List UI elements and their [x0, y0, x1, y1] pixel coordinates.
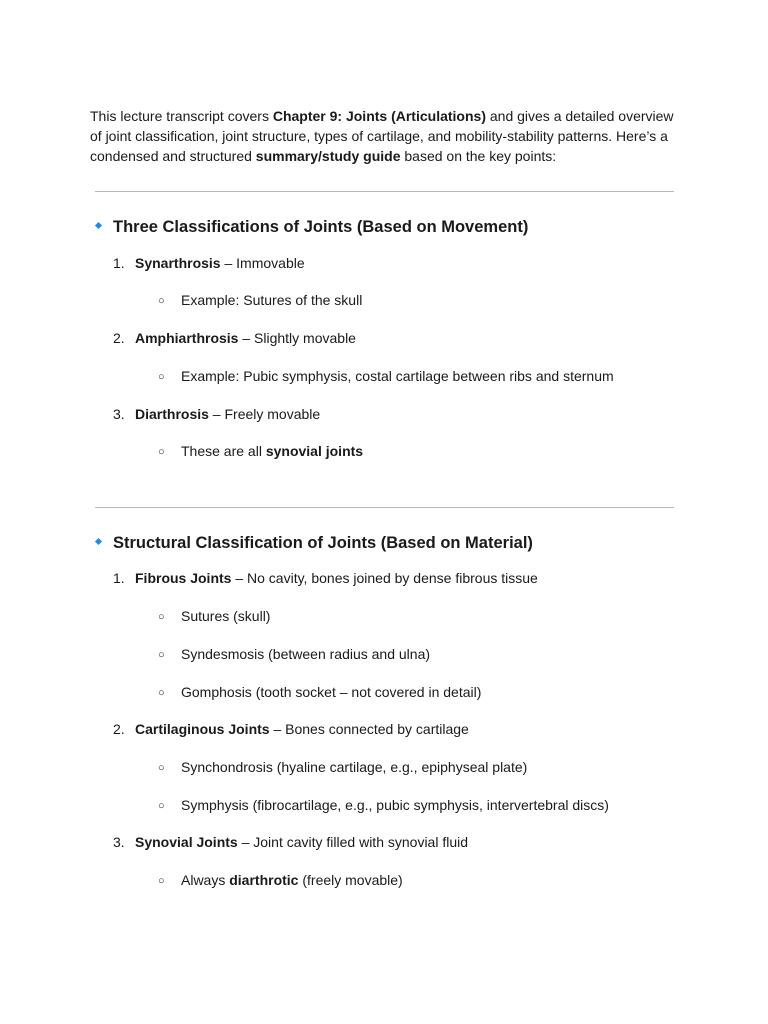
item-number: 3.: [113, 834, 125, 850]
circle-bullet-icon: ○: [158, 800, 165, 812]
sub-item-text: Always: [181, 872, 230, 888]
item-number: 2.: [113, 721, 125, 737]
sub-item-bold: synovial joints: [265, 443, 364, 459]
sub-item: [158, 607, 270, 627]
sub-item-text: Example: Pubic symphysis, costal cartilage between ribs and sternum: [181, 368, 614, 384]
section-heading-material: [96, 532, 533, 554]
sub-item: [158, 871, 403, 891]
item-description: – Slightly movable: [238, 330, 356, 346]
list-item-fibrous-joints: [113, 569, 538, 587]
item-description: – No cavity, bones joined by dense fibrous tissue: [231, 570, 538, 586]
sub-item: [158, 758, 527, 778]
circle-bullet-icon: ○: [158, 611, 165, 623]
item-number: 3.: [113, 406, 125, 422]
item-description: – Freely movable: [208, 406, 321, 422]
sub-item-text: Synchondrosis (hyaline cartilage, e.g., epiphyseal plate): [181, 759, 528, 775]
item-term: Fibrous Joints: [135, 570, 232, 586]
sub-item-text: Symphysis (fibrocartilage, e.g., pubic symphysis, intervertebral discs): [181, 797, 609, 813]
sub-item-bold: diarthrotic: [229, 872, 299, 888]
item-number: 1.: [113, 570, 125, 586]
intro-text-2: and gives a detailed overview of joint classification, joint structure, types of cartilage, and mobility-stability patterns. Here’s a condensed and structured: [90, 108, 674, 164]
sub-item-text-after: (freely movable): [298, 872, 403, 888]
circle-bullet-icon: ○: [158, 371, 165, 383]
sub-item: [158, 367, 614, 387]
item-term: Synarthrosis: [135, 255, 221, 271]
intro-text-1: This lecture transcript covers: [90, 108, 273, 124]
section-heading-movement: [96, 216, 528, 238]
intro-paragraph: [90, 106, 680, 166]
diamond-bullet-icon: [95, 538, 102, 545]
list-item-amphiarthrosis: [113, 329, 356, 347]
sub-item-text: Syndesmosis (between radius and ulna): [181, 646, 431, 662]
list-item-synarthrosis: [113, 254, 305, 272]
section-divider: [95, 507, 674, 508]
item-term: Diarthrosis: [135, 406, 209, 422]
circle-bullet-icon: ○: [158, 762, 165, 774]
item-term: Cartilaginous Joints: [135, 721, 270, 737]
item-term: Amphiarthrosis: [135, 330, 239, 346]
list-item-synovial-joints: [113, 833, 468, 851]
sub-item-text: Sutures (skull): [181, 608, 271, 624]
sub-item: [158, 683, 481, 703]
sub-item: [158, 645, 430, 665]
item-description: – Bones connected by cartilage: [269, 721, 469, 737]
section-divider: [95, 191, 674, 192]
sub-item: [158, 442, 363, 462]
circle-bullet-icon: ○: [158, 875, 165, 887]
item-term: Synovial Joints: [135, 834, 238, 850]
circle-bullet-icon: ○: [158, 446, 165, 458]
circle-bullet-icon: ○: [158, 649, 165, 661]
section-heading-text: Three Classifications of Joints (Based on Movement): [113, 218, 529, 236]
intro-text-3: based on the key points:: [400, 148, 557, 164]
item-description: – Immovable: [220, 255, 305, 271]
list-item-cartilaginous-joints: [113, 720, 469, 738]
circle-bullet-icon: ○: [158, 687, 165, 699]
sub-item: [158, 796, 609, 816]
sub-item-text: Example: Sutures of the skull: [181, 292, 363, 308]
item-number: 1.: [113, 255, 125, 271]
diamond-bullet-icon: [95, 222, 102, 229]
circle-bullet-icon: ○: [158, 295, 165, 307]
intro-chapter-title: Chapter 9: Joints (Articulations): [272, 108, 486, 124]
intro-study-guide: summary/study guide: [255, 148, 401, 164]
sub-item: [158, 291, 362, 311]
item-description: – Joint cavity filled with synovial fluid: [237, 834, 469, 850]
sub-item-text: These are all: [181, 443, 266, 459]
list-item-diarthrosis: [113, 405, 320, 423]
section-heading-text: Structural Classification of Joints (Based on Material): [113, 534, 533, 552]
item-number: 2.: [113, 330, 125, 346]
sub-item-text: Gomphosis (tooth socket – not covered in detail): [181, 684, 482, 700]
